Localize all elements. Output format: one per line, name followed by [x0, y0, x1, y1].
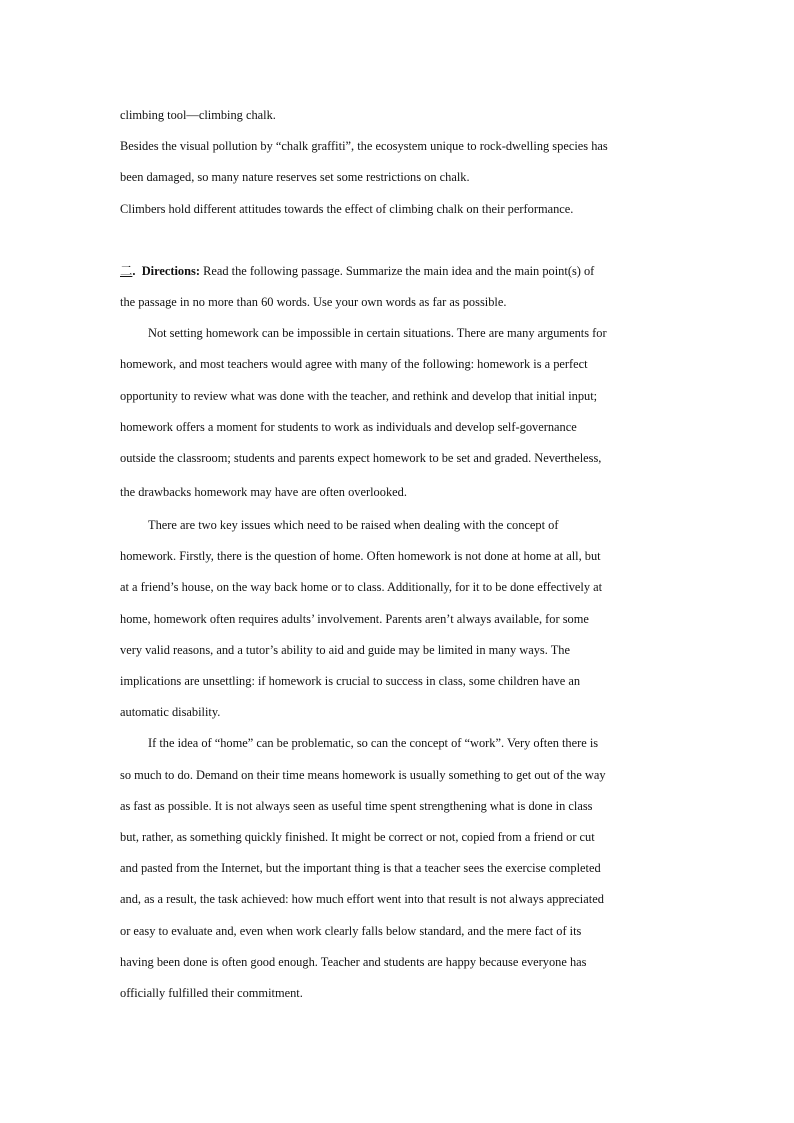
directions-line: the passage in no more than 60 words. Use your own words as far as possible. [120, 294, 507, 309]
text-line: so much to do. Demand on their time means homework is usually something to get out of the way [120, 767, 606, 782]
text-line: Not setting homework can be impossible in certain situations. There are many arguments for [148, 326, 607, 341]
text-line: and pasted from the Internet, but the important thing is that a teacher sees the exercise completed [120, 861, 601, 876]
text-line: implications are unsettling: if homework is crucial to success in class, some children have an [120, 674, 581, 688]
text-line: Besides the visual pollution by “chalk graffiti”, the ecosystem unique to rock-dwelling species has [120, 139, 608, 154]
text-line: at a friend’s house, on the way back home or to class. Additionally, for it to be done effectively at [120, 580, 603, 595]
text-line: or easy to evaluate and, even when work clearly falls below standard, and the mere fact of its [120, 923, 582, 938]
text-line: homework offers a moment for students to work as individuals and develop self-governance [120, 419, 577, 434]
text-line: automatic disability. [120, 705, 221, 720]
text-line: homework. Firstly, there is the question of home. Often homework is not done at home at all, but [120, 549, 601, 564]
text-line: officially fulfilled their commitment. [120, 985, 303, 1000]
section-number-suffix: . [132, 263, 136, 278]
text-line: been damaged, so many nature reserves set some restrictions on chalk. [120, 170, 470, 185]
text-line: home, homework often requires adults’ involvement. Parents aren’t always available, for some [120, 611, 589, 626]
text-line: and, as a result, the task achieved: how much effort went into that result is not always appreciated [120, 892, 604, 907]
text-line: homework, and most teachers would agree with many of the following: homework is a perfect [120, 357, 588, 372]
passage-paragraph-3 [120, 728, 676, 1009]
text-line: as fast as possible. It is not always seen as useful time spent strengthening what is done in class [120, 798, 593, 813]
text-line: Climbers hold different attitudes towards the effect of climbing chalk on their performance. [120, 201, 574, 216]
passage-paragraph-1 [120, 318, 676, 510]
directions-line [120, 256, 676, 287]
text-line: If the idea of “home” can be problematic, so can the concept of “work”. Very often there is [148, 736, 599, 751]
directions-text: Read the following passage. Summarize the main idea and the main point(s) of [199, 263, 595, 278]
section2 [120, 256, 676, 1009]
text-line: There are two key issues which need to be raised when dealing with the concept of [148, 518, 559, 533]
document-page [120, 100, 676, 1009]
section-gap [120, 225, 676, 256]
text-line: very valid reasons, and a tutor’s ability to aid and guide may be limited in many ways. The [120, 642, 570, 657]
text-line: outside the classroom; students and parents expect homework to be set and graded. Nevertheless, [120, 450, 602, 465]
passage-paragraph-2 [120, 510, 676, 728]
text-line: opportunity to review what was done with the teacher, and rethink and develop that initial input; [120, 388, 598, 403]
text-line: climbing tool—climbing chalk. [120, 108, 276, 122]
text-line: but, rather, as something quickly finished. It might be correct or not, copied from a friend or cut [120, 829, 595, 844]
section1-text [120, 100, 676, 225]
text-line: having been done is often good enough. Teacher and students are happy because everyone has [120, 954, 587, 969]
section-number: 二 [120, 263, 133, 278]
text-line: the drawbacks homework may have are often overlooked. [120, 485, 407, 500]
directions-label: Directions: [141, 263, 200, 278]
